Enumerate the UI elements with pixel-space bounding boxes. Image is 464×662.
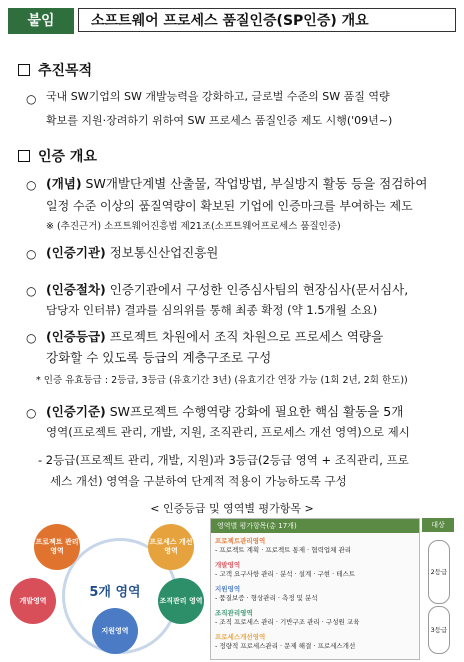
bullet-icon: ○ <box>26 247 37 261</box>
concept-line-1: (개념) SW개발단계별 산출물, 작업방법, 부실방지 활동 등을 점검하여 <box>46 176 428 191</box>
legal-basis-note: ※ (추진근거) 소프트웨어진흥법 제21조(소프트웨어프로세스 품질인증) <box>46 221 341 232</box>
grade-line-1: (인증등급) 프로젝트 차원에서 조직 차원으로 프로세스 역량을 <box>46 329 384 344</box>
node-development: 개발영역 <box>10 578 56 624</box>
square-bullet-icon <box>18 64 30 76</box>
square-bullet-icon <box>18 150 30 162</box>
bullet-icon: ○ <box>26 178 37 192</box>
cert-agency-line: (인증기관) 정보통신산업진흥원 <box>46 245 219 260</box>
node-project-management: 프로젝트 관리영역 <box>34 524 80 570</box>
row-support: 지원영역 - 품질보증 · 형상관리 · 측정 및 분석 <box>215 585 318 602</box>
page-title: 소프트웨어 프로세스 품질인증(SP인증) 개요 <box>78 8 456 32</box>
grade-3-pill: 3등급 <box>428 606 450 654</box>
procedure-line-2: 담당자 인터뷰) 결과를 심의위를 통해 최종 확정 (약 1.5개월 소요) <box>46 303 378 317</box>
row-process: 프로세스개선영역 - 정량적 프로세스관리 · 문제 해결 · 프로세스개선 <box>215 633 356 650</box>
bullet-icon: ○ <box>26 92 37 106</box>
concept-line-2: 일정 수준 이상의 품질역량이 확보된 기업에 인증마크를 부여하는 제도 <box>46 199 413 213</box>
row-project: 프로젝트관리영역 - 프로젝트 계획 · 프로젝트 통제 · 협력업체 관리 <box>215 537 352 554</box>
purpose-line-1: 국내 SW기업의 SW 개발능력을 강화하고, 글로벌 수준의 SW 품질 역량 <box>46 90 390 103</box>
cert-diagram <box>10 518 454 658</box>
row-development: 개발영역 - 고객 요구사항 관리 · 분석 · 설계 · 구현 · 테스트 <box>215 561 356 578</box>
bullet-icon: ○ <box>26 284 37 298</box>
appendix-tag: 붙임 <box>8 8 74 34</box>
dash-line-2: 세스 개선) 영역을 구분하여 단계적 적용이 가능하도록 구성 <box>50 474 347 488</box>
target-column <box>422 518 454 658</box>
row-organization: 조직관리영역 - 조직 프로세스 관리 · 기반구조 관리 · 구성원 교육 <box>215 609 360 626</box>
figure-caption: < 인증등급 및 영역별 평가항목 > <box>150 502 314 515</box>
procedure-line-1: (인증절차) 인증기관에서 구성한 인증심사팀의 현장심사(문서심사, <box>46 282 409 297</box>
criteria-line-1: (인증기준) SW프로젝트 수행역량 강화에 필요한 핵심 활동을 5개 <box>46 404 404 419</box>
grade-2-pill: 2등급 <box>428 540 450 604</box>
target-title: 대상 <box>422 518 454 532</box>
section-overview-heading: 인증 개요 <box>18 146 97 166</box>
header <box>8 8 456 34</box>
panel-title: 영역별 평가항목(총 17개) <box>211 519 419 533</box>
diagram-center-label: 5개 영역 <box>89 585 141 600</box>
bullet-icon: ○ <box>26 331 37 345</box>
node-process-improvement: 프로세스 개선영역 <box>148 524 194 570</box>
valid-grade-note: * 인증 유효등급 : 2등급, 3등급 (유효기간 3년) (유효기간 연장 가능 (1회 2년, 2회 한도)) <box>36 375 408 386</box>
node-support: 지원영역 <box>92 608 138 654</box>
grade-line-2: 강화할 수 있도록 등급의 계층구조로 구성 <box>46 350 272 365</box>
node-organization: 조직관리 영역 <box>158 578 204 624</box>
criteria-line-2: 영역(프로젝트 관리, 개발, 지원, 조직관리, 프로세스 개선 영역)으로 제시 <box>46 425 410 439</box>
eval-items-panel <box>210 518 420 660</box>
section-purpose-heading: 추진목적 <box>18 60 92 80</box>
bullet-icon: ○ <box>26 406 37 420</box>
dash-line-1: - 2등급(프로젝트 관리, 개발, 지원)과 3등급(2등급 영역 + 조직관리, 프로 <box>38 453 409 467</box>
purpose-line-2: 확보를 지원·장려하기 위하여 SW 프로세스 품질인증 제도 시행('09년~) <box>46 114 393 127</box>
